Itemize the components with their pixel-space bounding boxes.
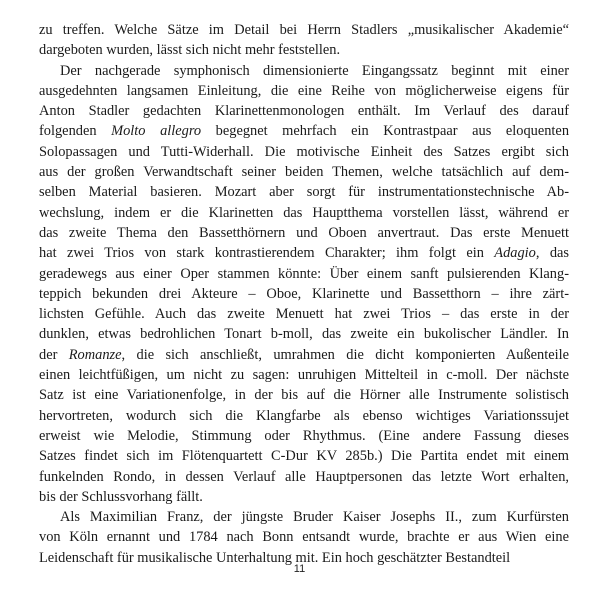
text-run: ausgedehnten langsamen Einleitung, die eine Reihe von möglicherweise eigens für (39, 82, 569, 99)
text-run: aus der großen Verwandtschaft seiner beiden Themen, welche tatsächlich auf dem- (39, 164, 569, 181)
text-line (39, 487, 569, 507)
text-line (39, 162, 569, 182)
text-line (39, 507, 569, 527)
text-run: , die sich anschließt, umrahmen die dicht komponierten Außenteile (121, 346, 569, 363)
text-run: funkelnden Rondo, in dessen Verlauf alle Hauptpersonen das letzte Wort erhalten, (39, 468, 569, 485)
text-run: Satzes findet sich im Flötenquartett C-Dur KV 285b.) Die Partita endet mit einem (39, 448, 569, 465)
text-line (39, 182, 569, 202)
text-run: der (39, 346, 69, 363)
text-line (39, 365, 569, 385)
text-line (39, 426, 569, 446)
text-line (39, 121, 569, 141)
book-page-body (39, 20, 569, 568)
text-run: teppich bekunden drei Akteure – Oboe, Klarinette und Bassetthorn – ihre zärt- (39, 285, 569, 302)
text-line (39, 40, 569, 60)
text-line (39, 345, 569, 365)
text-run: geradewegs aus einer Oper stammen könnte: Über einem sanft pulsierenden Klang- (39, 265, 569, 282)
text-line (39, 446, 569, 466)
text-line (39, 406, 569, 426)
text-line (39, 527, 569, 547)
text-run: dunklen, etwas bedrohlichen Tonart b-moll, das zweite ein bukolischer Ländler. In (39, 326, 569, 343)
text-line (39, 61, 569, 81)
text-run: folgenden (39, 123, 112, 140)
text-run: , das (535, 245, 569, 262)
text-line (39, 304, 569, 324)
text-line (39, 264, 569, 284)
text-run: hat zwei Trios von stark kontrastierendem Charakter; ihm folgt ein (39, 245, 495, 262)
text-line (39, 203, 569, 223)
text-run: wechslung, indem er die Klarinetten das Hauptthema vorstellen lässt, während er (39, 204, 569, 221)
page-number: 11 (293, 563, 306, 575)
text-line (39, 142, 569, 162)
text-run: von Köln ernannt und 1784 nach Bonn entsandt wurde, brachte er aus Wien eine (39, 529, 569, 546)
text-run: dargeboten wurden, lässt sich nicht mehr feststellen. (39, 42, 341, 59)
text-line (39, 81, 569, 101)
text-line (39, 243, 569, 263)
text-run: begegnet mehrfach ein Kontrastpaar aus eloquenten (201, 123, 570, 140)
text-run: lichsten Gefühle. Auch das zweite Menuett hat zwei Trios – das erste in der (39, 306, 569, 323)
text-line (39, 324, 569, 344)
text-run: bis der Schlussvorhang fällt. (39, 488, 203, 505)
text-run: Anton Stadler gedachten Klarinettenmonologen enthält. Im Verlauf des darauf (39, 103, 569, 120)
text-run: einen leichtfüßigen, um nicht zu sagen: unruhigen Mittelteil in c-moll. Der nächste (39, 367, 569, 384)
text-run: das zweite Thema den Bassetthörnern und Oboen anvertraut. Das erste Menuett (39, 224, 569, 241)
italic-term: Adagio (494, 245, 536, 262)
text-line (39, 20, 569, 40)
text-run: Der nachgerade symphonisch dimensionierte Eingangssatz beginnt mit einer (60, 62, 569, 79)
italic-term: Romanze (68, 346, 122, 363)
italic-term: Molto allegro (111, 123, 202, 140)
text-run: erweist wie Melodie, Stimmung oder Rhythmus. (Eine andere Fassung dieses (39, 427, 569, 444)
text-line (39, 284, 569, 304)
text-run: selben Material basieren. Mozart aber sorgt für instrumentationstechnische Ab- (39, 184, 569, 201)
text-run: Als Maximilian Franz, der jüngste Bruder Kaiser Josephs II., zum Kurfürsten (60, 509, 569, 526)
text-run: Solopassagen und Tutti-Widerhall. Die motivische Einheit des Satzes ergibt sich (39, 143, 569, 160)
text-run: zu treffen. Welche Sätze im Detail bei Herrn Stadlers „musikalischer Akademie“ (39, 22, 569, 38)
text-line (39, 223, 569, 243)
text-line (39, 467, 569, 487)
text-run: hervortreten, wodurch sich die Klangfarbe als ebenso wichtiges Variationssujet (39, 407, 569, 424)
text-line (39, 101, 569, 121)
text-run: Leidenschaft für musikalische Unterhaltung mit. Ein hoch geschätzter Bestandteil (39, 549, 511, 566)
text-line (39, 385, 569, 405)
text-run: Satz ist eine Variationenfolge, in der bis auf die Hörner alle Instrumente solistisch (39, 387, 569, 404)
